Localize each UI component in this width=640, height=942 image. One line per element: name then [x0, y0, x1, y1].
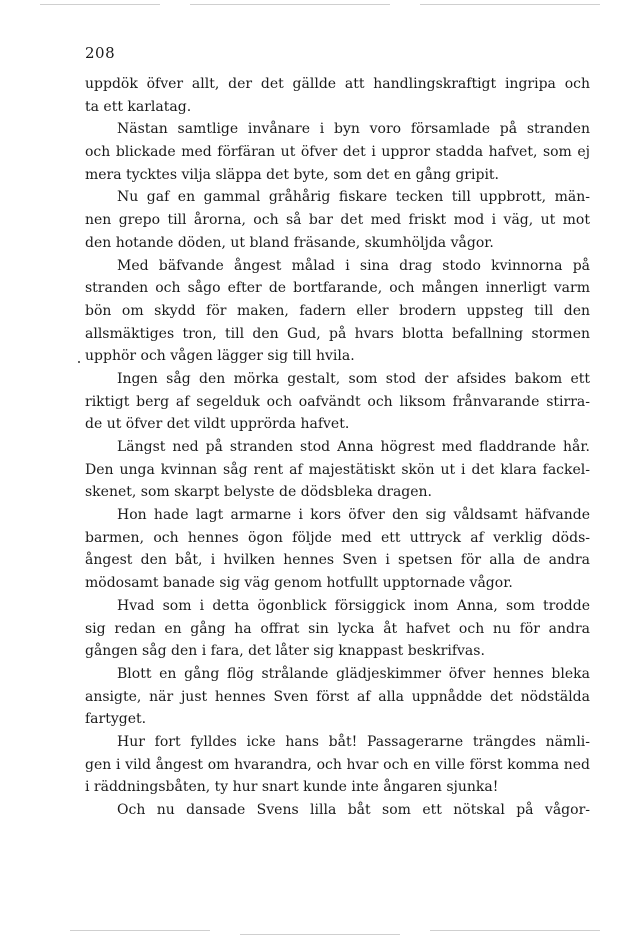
text-line: Längst ned på stranden stod Anna högrest med fladdrande hår.	[117, 439, 590, 455]
text-line: uppdök öfver allt, der det gällde att handlingskraftigt ingripa och	[85, 76, 590, 92]
text-line: bön om skydd för maken, fadern eller brodern uppsteg till den	[85, 302, 590, 319]
text-line: gången såg den i fara, det låter sig knappast beskrifvas.	[85, 643, 485, 660]
text-line: upphör och vågen lägger sig till hvila.	[85, 348, 355, 365]
text-line: mera tycktes vilja släppa det byte, som det en gång gripit.	[85, 166, 499, 183]
text-line: allsmäktiges tron, till den Gud, på hvars blotta befallning stormen	[85, 325, 590, 342]
text-line: i räddningsbåten, ty hur snart kunde inte ångaren sjunka!	[85, 779, 499, 796]
text-line: Och nu dansade Svens lilla båt som ett nötskal på vågor-	[117, 802, 590, 818]
scan-edge-line	[190, 4, 390, 5]
text-line: Hur fort fylldes icke hans båt! Passagerarne trängdes nämli-	[117, 733, 590, 750]
text-line: skenet, som skarpt belyste de dödsbleka dragen.	[85, 484, 432, 501]
text-line: Nu gaf en gammal gråhårig fiskare tecken till uppbrott, män-	[117, 189, 590, 206]
scan-edge-line	[240, 934, 400, 935]
text-line: Blott en gång flög strålande glädjeskimmer öfver hennes bleka	[117, 665, 590, 682]
scan-edge-line	[420, 4, 600, 5]
text-line: stranden och sågo efter de bortfarande, och mången innerligt varm	[85, 280, 590, 297]
text-line: Ingen såg den mörka gestalt, som stod der afsides bakom ett	[117, 370, 590, 387]
text-line: fartyget.	[85, 711, 147, 728]
body-text	[85, 73, 590, 822]
text-line: Hvad som i detta ögonblick försiggick inom Anna, som trodde	[117, 597, 590, 614]
text-line: ansigte, när just hennes Sven först af alla uppnådde det nödstälda	[85, 688, 590, 705]
text-line: ångest den båt, i hvilken hennes Sven i spetsen för alla de andra	[85, 552, 590, 569]
text-line: de ut öfver det vildt upprörda hafvet.	[85, 416, 350, 433]
text-line: ta ett karlatag.	[85, 98, 192, 115]
text-line: Den unga kvinnan såg rent af majestätiskt skön ut i det klara fackel-	[85, 461, 590, 478]
text-line: sig redan en gång ha offrat sin lycka åt hafvet och nu för andra	[85, 620, 590, 637]
text-line: gen i vild ångest om hvarandra, och hvar och en ville först komma ned	[85, 756, 590, 773]
text-line: den hotande döden, ut bland fräsande, skumhöljda vågor.	[85, 234, 494, 251]
scan-edge-line	[430, 930, 600, 931]
text-line: nen grepo till årorna, och så bar det med friskt mod i väg, ut mot	[85, 212, 590, 229]
page-number: 208	[85, 44, 116, 62]
scan-edge-line	[40, 4, 160, 5]
text-line: barmen, och hennes ögon följde med ett uttryck af verklig döds-	[85, 529, 590, 546]
margin-speck	[78, 361, 80, 363]
text-line: Hon hade lagt armarne i kors öfver den sig våldsamt häfvande	[117, 507, 590, 524]
scan-edge-line	[70, 930, 210, 931]
text-line: mödosamt banade sig väg genom hotfullt upptornade vågor.	[85, 575, 513, 592]
text-line: Med bäfvande ångest målad i sina drag stodo kvinnorna på	[117, 257, 590, 274]
text-line: riktigt berg af segelduk och oafvändt och liksom frånvarande stirra-	[85, 393, 590, 410]
text-line: och blickade med förfäran ut öfver det i uppror stadda hafvet, som ej	[85, 144, 590, 161]
text-line: Nästan samtlige invånare i byn voro församlade på stranden	[117, 121, 590, 138]
